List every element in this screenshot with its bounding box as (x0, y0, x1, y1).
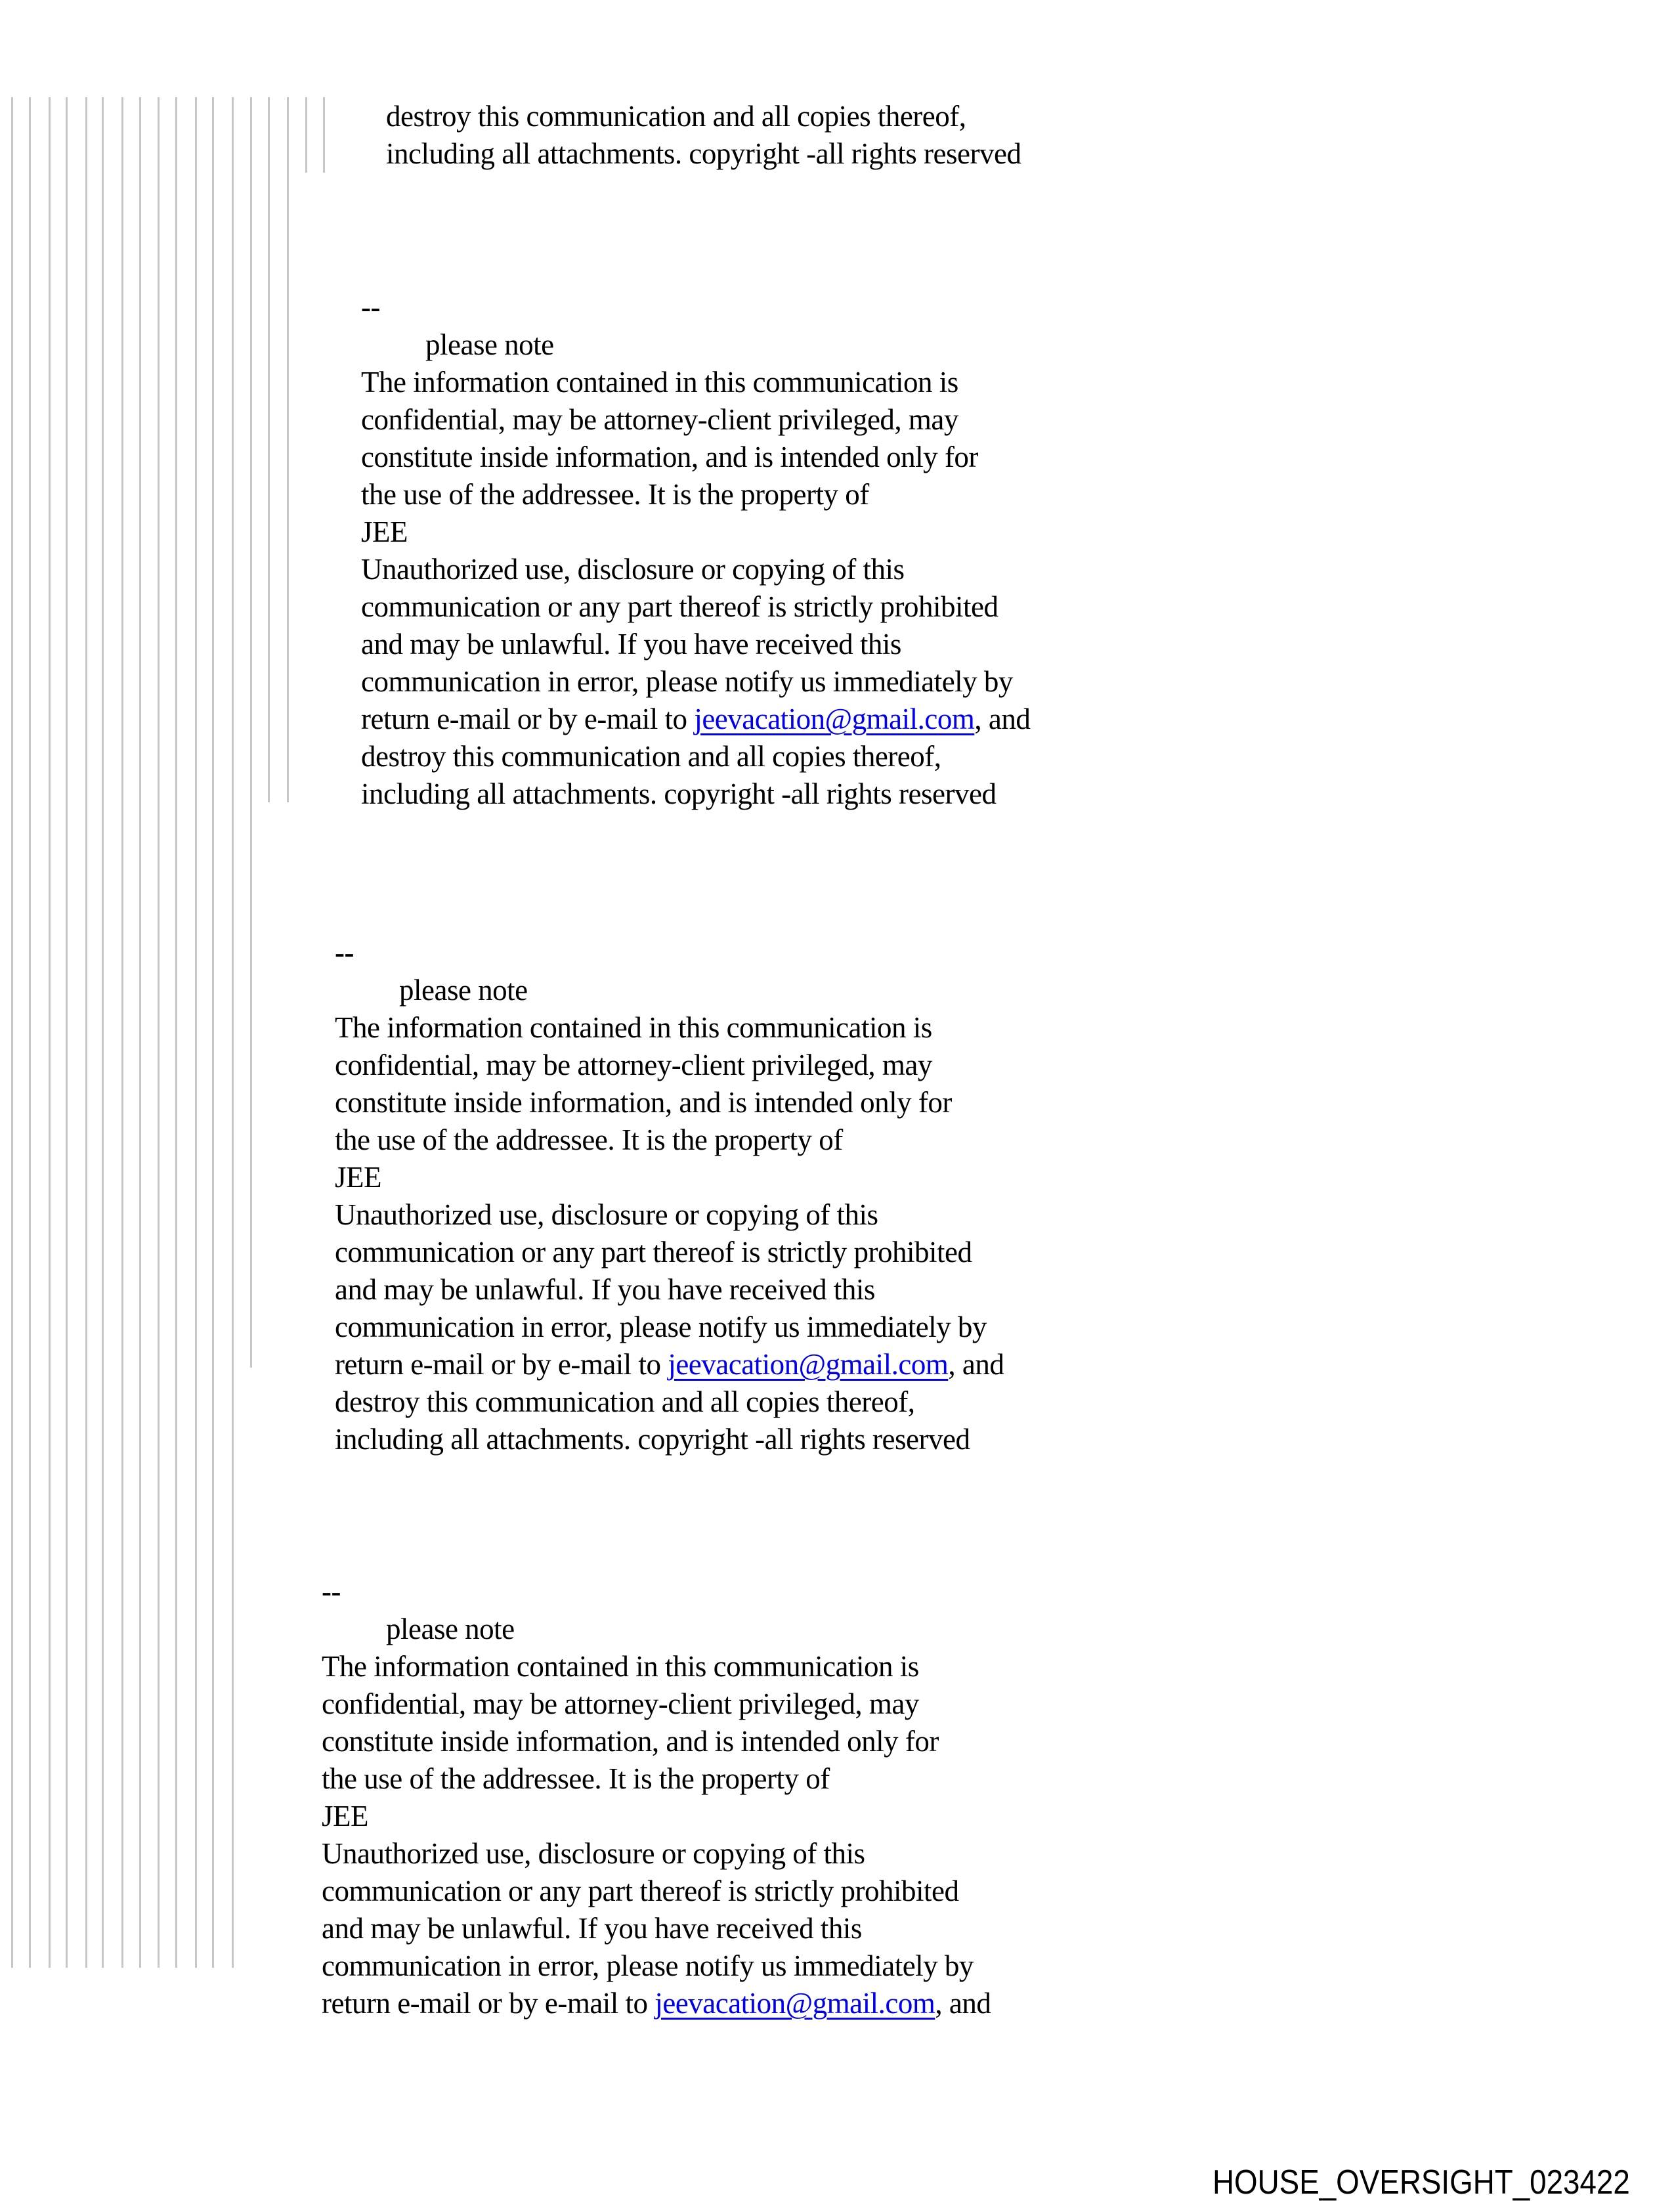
disclaimer-line: communication in error, please notify us immediately by (335, 1311, 987, 1343)
scan-line (85, 97, 87, 1968)
disclaimer-line: constitute inside information, and is intended only for (361, 441, 978, 473)
disclaimer-line: including all attachments. copyright -all rights reserved (335, 1423, 970, 1456)
disclaimer-line: including all attachments. copyright -all rights reserved (386, 137, 1021, 170)
line-text: return e-mail or by e-mail to (322, 1987, 655, 2020)
bates-stamp: HOUSE_OVERSIGHT_023422 (1213, 2163, 1630, 2201)
disclaimer-line: JEE (335, 1161, 381, 1194)
scan-line (232, 97, 234, 1968)
disclaimer-line: communication or any part thereof is strictly prohibited (361, 590, 998, 623)
scan-line (323, 97, 325, 173)
disclaimer-line: Unauthorized use, disclosure or copying of this (335, 1198, 878, 1231)
disclaimer-line: and may be unlawful. If you have received this (335, 1273, 875, 1306)
disclaimer-line: destroy this communication and all copies thereof, (335, 1385, 915, 1418)
line-text: , and (974, 703, 1031, 735)
disclaimer-line: The information contained in this communication is (322, 1650, 919, 1683)
disclaimer-fragment (386, 98, 1021, 173)
line-text: return e-mail or by e-mail to (335, 1348, 668, 1381)
disclaimer-line: the use of the addressee. It is the property of (361, 478, 869, 511)
disclaimer-line (335, 1346, 1004, 1383)
email-link[interactable]: jeevacation@gmail.com (668, 1348, 949, 1381)
scan-line (11, 97, 13, 1968)
scan-line (102, 97, 104, 1968)
line-text: return e-mail or by e-mail to (361, 703, 695, 735)
scan-line (305, 97, 307, 173)
disclaimer-line: confidential, may be attorney-client privileged, may (335, 1049, 932, 1081)
signature-separator: -- (335, 936, 354, 969)
disclaimer-line: constitute inside information, and is intended only for (335, 1086, 952, 1119)
disclaimer-line: and may be unlawful. If you have received this (322, 1912, 862, 1945)
disclaimer-line: communication in error, please notify us immediately by (361, 665, 1013, 698)
disclaimer-line: The information contained in this communication is (361, 366, 958, 399)
disclaimer-line: JEE (361, 515, 408, 548)
disclaimer-line: constitute inside information, and is intended only for (322, 1725, 939, 1758)
email-link[interactable]: jeevacation@gmail.com (694, 703, 975, 735)
scan-line (175, 97, 177, 1968)
email-link[interactable]: jeevacation@gmail.com (655, 1987, 935, 2020)
scan-line (250, 97, 252, 1368)
scan-line (158, 97, 160, 1968)
disclaimer-line: confidential, may be attorney-client privileged, may (361, 403, 958, 436)
disclaimer-line: the use of the addressee. It is the property of (322, 1762, 830, 1795)
email-signature-block (335, 934, 1004, 1458)
disclaimer-line: The information contained in this communication is (335, 1011, 932, 1044)
scan-line (29, 97, 31, 1968)
email-signature-block (361, 289, 1030, 813)
scan-line (268, 97, 270, 802)
scan-line (139, 97, 141, 1968)
please-note-label: please note (399, 974, 528, 1007)
disclaimer-line (322, 1985, 991, 2022)
disclaimer-line: Unauthorized use, disclosure or copying of this (322, 1837, 865, 1870)
disclaimer-line: the use of the addressee. It is the property of (335, 1123, 843, 1156)
scan-line (121, 97, 123, 1968)
disclaimer-line: and may be unlawful. If you have received this (361, 628, 901, 661)
signature-separator: -- (361, 291, 380, 324)
scan-line (287, 97, 289, 802)
disclaimer-line: communication or any part thereof is strictly prohibited (335, 1236, 972, 1269)
please-note-label: please note (386, 1613, 515, 1645)
disclaimer-line: JEE (322, 1800, 368, 1832)
disclaimer-line (361, 701, 1030, 738)
disclaimer-line: confidential, may be attorney-client privileged, may (322, 1687, 919, 1720)
disclaimer-line: communication or any part thereof is strictly prohibited (322, 1875, 959, 1907)
scan-line (49, 97, 51, 1968)
please-note-label: please note (425, 328, 554, 361)
signature-separator: -- (322, 1575, 341, 1608)
scan-line (212, 97, 214, 1968)
email-signature-block (322, 1573, 991, 2022)
disclaimer-line: including all attachments. copyright -all rights reserved (361, 777, 997, 810)
scan-line (66, 97, 68, 1968)
disclaimer-line: destroy this communication and all copies thereof, (386, 100, 966, 133)
disclaimer-line: Unauthorized use, disclosure or copying of this (361, 553, 905, 586)
line-text: , and (935, 1987, 991, 2020)
scan-line (195, 97, 197, 1968)
disclaimer-line: communication in error, please notify us immediately by (322, 1949, 974, 1982)
disclaimer-line: destroy this communication and all copies thereof, (361, 740, 941, 773)
line-text: , and (948, 1348, 1004, 1381)
